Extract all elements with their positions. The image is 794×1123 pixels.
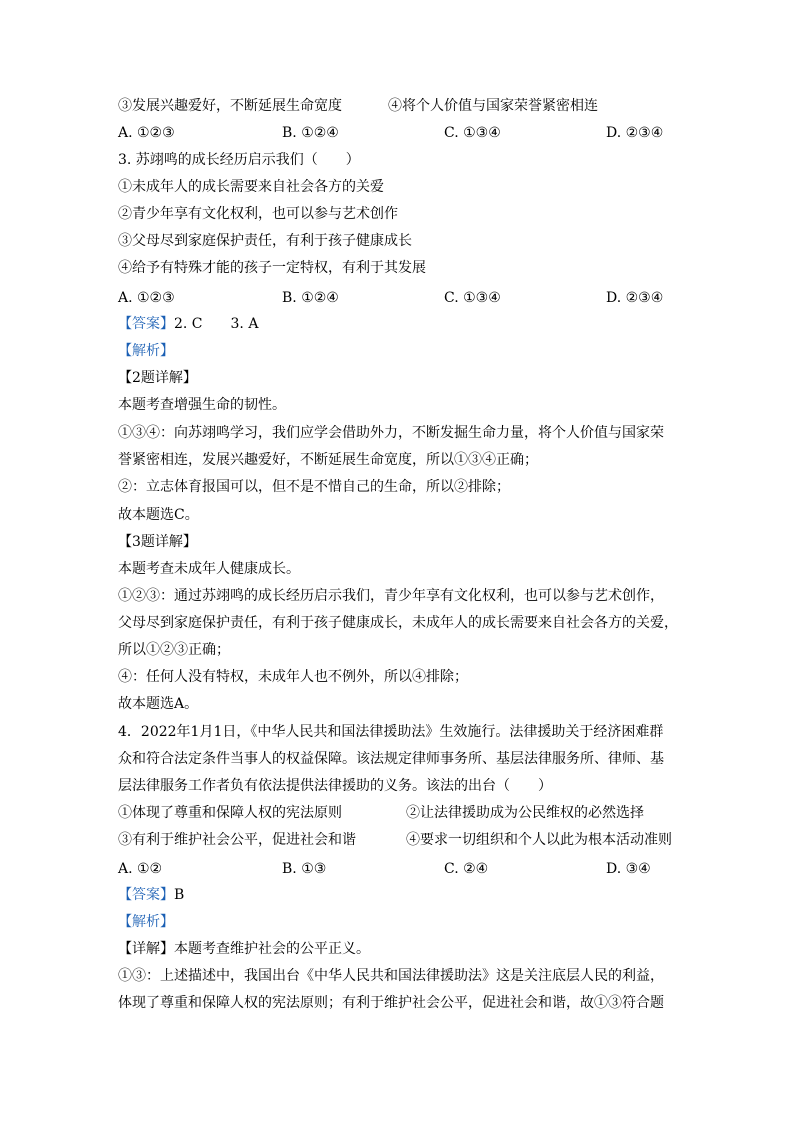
answer-line — [118, 885, 184, 905]
answer-tag: 【答案】 — [118, 316, 174, 332]
question-3-option-2: ②青少年享有文化权利，也可以参与艺术创作 — [118, 206, 398, 222]
option-4: ④将个人价值与国家荣誉紧密相连 — [388, 98, 598, 114]
question-3-option-3: ③父母尽到家庭保护责任，有利于孩子健康成长 — [118, 233, 412, 249]
detail-4-tag: 【详解】 — [118, 941, 174, 957]
question-3-option-1: ①未成年人的成长需要来自社会各方的关爱 — [118, 179, 384, 195]
answer-line — [118, 314, 258, 334]
question-3-option-4: ④给予有特殊才能的孩子一定特权，有利于其发展 — [118, 260, 426, 276]
detail-4-line: ①③：上述描述中，我国出台《中华人民共和国法律援助法》这是关注底层人民的利益， — [118, 968, 664, 984]
question-4-stem: 众和符合法定条件当事人的权益保障。该法规定律师事务所、基层法律服务所、律师、基 — [118, 751, 664, 767]
option-3: ③有利于维护社会公平，促进社会和谐 — [118, 832, 356, 848]
detail-3-tag: 【3题详解】 — [118, 534, 197, 550]
question-4-stem: 4．2022年1月1日，《中华人民共和国法律援助法》生效施行。法律援助关于经济困难群 — [118, 724, 664, 740]
detail-2-line: ①③④：向苏翊鸣学习，我们应学会借助外力，不断发掘生命力量，将个人价值与国家荣 — [118, 425, 664, 441]
analysis-tag: 【解析】 — [118, 343, 174, 359]
question-3-stem: 3. 苏翊鸣的成长经历启示我们（ ） — [118, 152, 360, 168]
answer-text: B — [174, 887, 185, 903]
choice-c: C. ①③④ — [444, 290, 501, 306]
choice-a: A. ①② — [118, 861, 163, 877]
detail-2-line: 故本题选C。 — [118, 507, 199, 523]
detail-3-line: ④：任何人没有特权，未成年人也不例外，所以④排除； — [118, 669, 468, 685]
detail-2-line: 誉紧密相连，发展兴趣爱好，不断延展生命宽度，所以①③④正确； — [118, 452, 538, 468]
option-1: ①体现了尊重和保障人权的宪法原则 — [118, 805, 342, 821]
choice-b: B. ①②④ — [282, 290, 339, 306]
detail-3-line: 故本题选A。 — [118, 696, 199, 712]
choice-b: B. ①③ — [282, 861, 327, 877]
detail-3-line: ①②③：通过苏翊鸣的成长经历启示我们，青少年享有文化权利，也可以参与艺术创作， — [118, 588, 664, 604]
detail-3-line: 父母尽到家庭保护责任，有利于孩子健康成长，未成年人的成长需要来自社会各方的关爱， — [118, 615, 678, 631]
detail-2-tag: 【2题详解】 — [118, 370, 197, 386]
detail-4-heading — [118, 939, 370, 959]
choice-b: B. ①②④ — [282, 125, 339, 141]
detail-2-line: 本题考查增强生命的韧性。 — [118, 397, 286, 413]
detail-4-line: 体现了尊重和保障人权的宪法原则；有利于维护社会公平，促进社会和谐，故①③符合题 — [118, 995, 664, 1011]
option-3: ③发展兴趣爱好，不断延展生命宽度 — [118, 98, 342, 114]
choice-d: D. ③④ — [606, 861, 651, 877]
answer-tag: 【答案】 — [118, 887, 174, 903]
choice-a: A. ①②③ — [118, 125, 175, 141]
choice-c: C. ②④ — [444, 861, 489, 877]
choice-d: D. ②③④ — [606, 290, 664, 306]
choice-c: C. ①③④ — [444, 125, 501, 141]
choice-d: D. ②③④ — [606, 125, 664, 141]
analysis-tag: 【解析】 — [118, 914, 174, 930]
detail-2-line: ②：立志体育报国可以，但不是不惜自己的生命，所以②排除； — [118, 479, 510, 495]
question-4-stem: 层法律服务工作者负有依法提供法律援助的义务。该法的出台（ ） — [118, 778, 552, 794]
choice-a: A. ①②③ — [118, 290, 175, 306]
option-4: ④要求一切组织和个人以此为根本活动准则 — [406, 832, 672, 848]
option-2: ②让法律援助成为公民维权的必然选择 — [406, 805, 644, 821]
detail-3-line: 所以①②③正确； — [118, 642, 230, 658]
detail-4-text: 本题考查维护社会的公平正义。 — [174, 941, 370, 957]
answer-text: 2. C 3. A — [174, 316, 259, 332]
detail-3-line: 本题考查未成年人健康成长。 — [118, 561, 300, 577]
